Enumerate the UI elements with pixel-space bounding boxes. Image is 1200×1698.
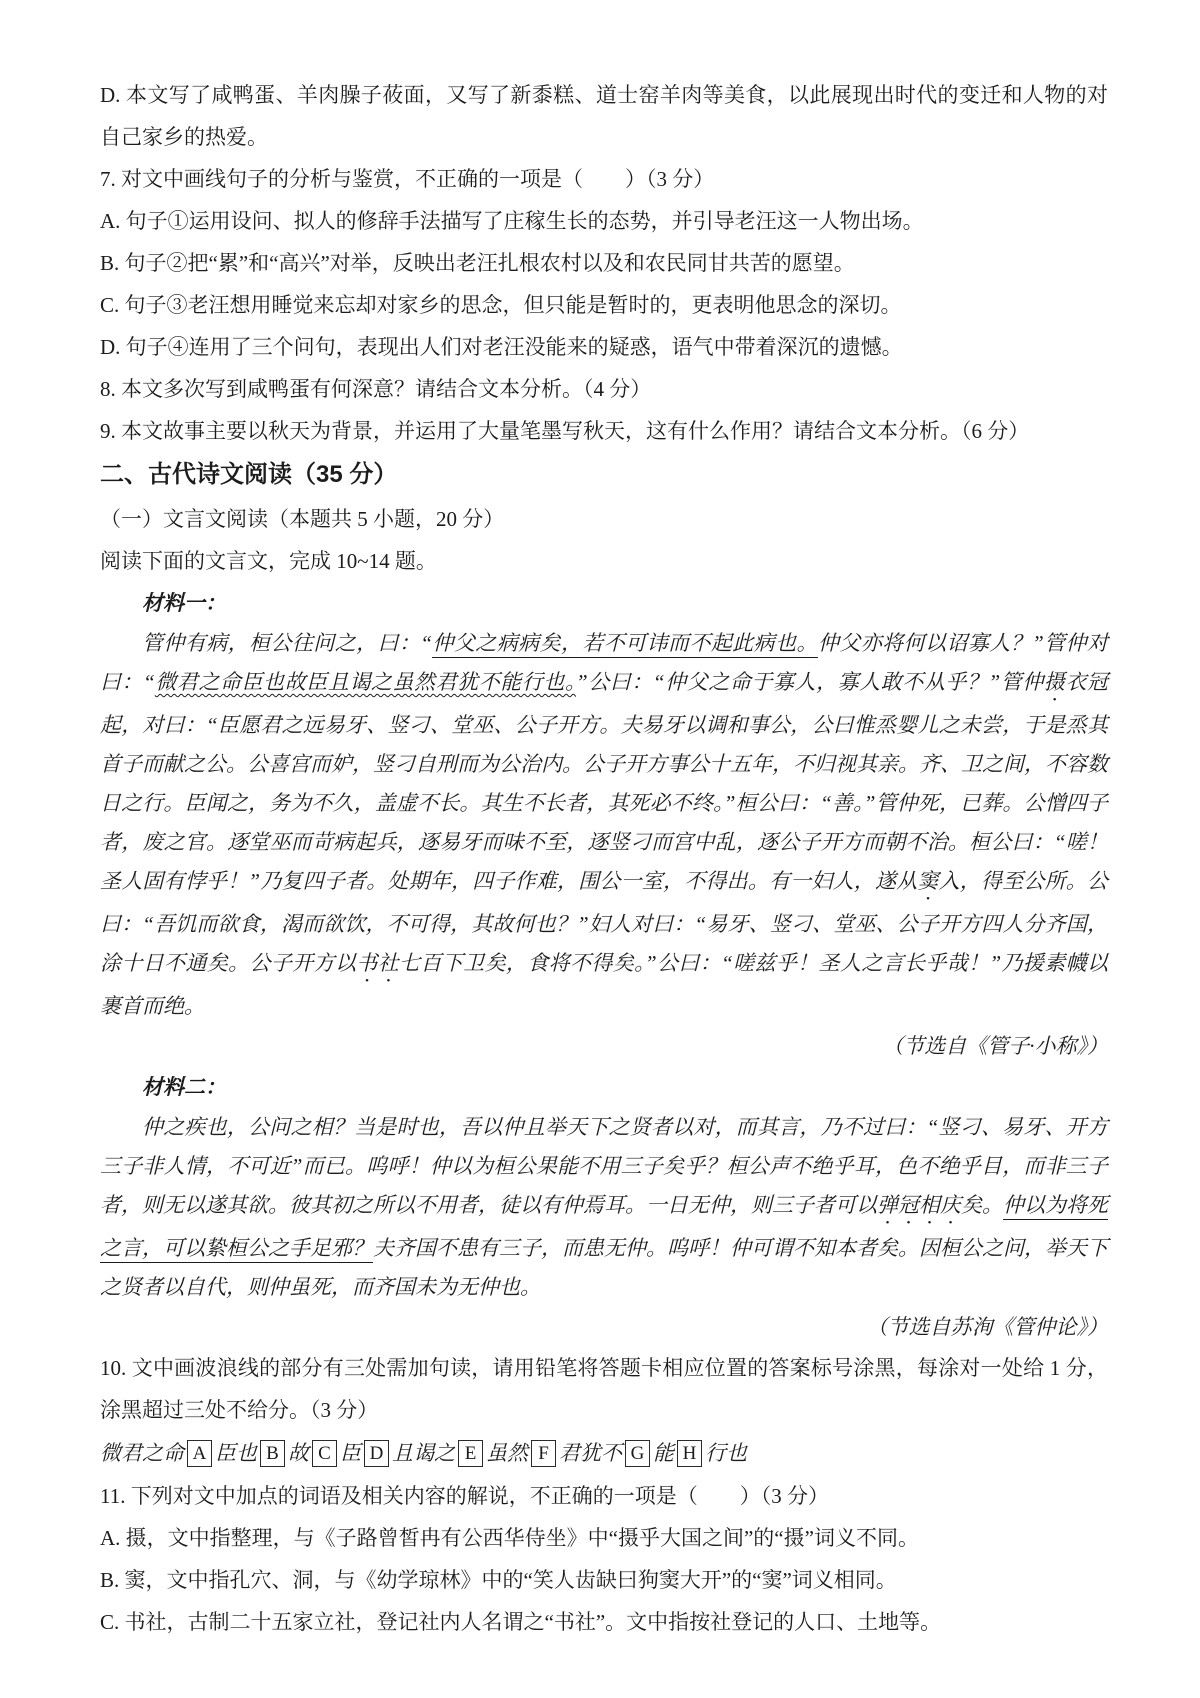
- material2-label: 材料二：: [142, 1075, 226, 1099]
- m1-wavy-underlined-sentence: 微君之命臣也故臣且谒之虽然君犹不能行也。: [154, 670, 577, 694]
- m1-seg-10: 七百下卫矣，食将不得矣。”公曰：“嗟兹乎！圣人之言长乎哉！”乃援素幭以裹首而绝。: [100, 951, 1109, 1018]
- question7-option-b: B. 句子②把“累”和“高兴”对举，反映出老汪扎根农村以及和农民同甘共苦的愿望。: [100, 251, 855, 275]
- question6-option-d: D. 本文写了咸鸭蛋、羊肉臊子莜面，又写了新黍糕、道士窑羊肉等美食，以此展现出时代的变迁和人物的对自己家乡的热爱。: [100, 83, 1108, 149]
- material1-source: （节选自《管子·小称》）: [882, 1034, 1108, 1058]
- choice-box-f: F: [531, 1440, 556, 1467]
- m1-seg-6: 衣冠起，对曰：“臣愿君之远易牙、竖刁、堂巫、公子开方。夫易牙以调和事公，公曰惟烝婴儿之未尝，于是烝其首子而献之公。公喜宫而妒，竖刁自刑而为公治内。公子开方事公十五年，不归视其亲。齐、卫之间，不容数日之行。臣闻之，务为不久，盖虚不长。其生不长者，其死必不终。”桓公曰：“善。”管仲死，已葬。公憎四子者，废之官。逐堂巫而苛病起兵，逐易牙而味不至，逐竖刁而宫中乱，逐公子开方而朝不治。桓公曰：“嗟！圣人固有悖乎！”乃复四子者。处期年，四子作难，围公一室，不得出。有一妇人，遂从: [100, 670, 1109, 893]
- material1-passage: [100, 624, 1108, 1026]
- m1-underlined-sentence: 仲父之病病矣，若不可讳而不起此病也。: [432, 631, 818, 655]
- question11-option-b: B. 窦，文中指孔穴、洞，与《幼学琼林》中的“笑人齿缺曰狗窦大开”的“窦”词义相同。: [100, 1568, 897, 1592]
- section2-subheading: （一）文言文阅读（本题共 5 小题，20 分）: [100, 507, 505, 531]
- m1-dotted-word-she: 摄: [1043, 670, 1066, 694]
- judou-seg-0: 微君之命: [100, 1441, 184, 1465]
- question10-punctuation-line: [100, 1431, 1108, 1475]
- question7-stem: 7. 对文中画线句子的分析与鉴赏，不正确的一项是（ ）（3 分）: [100, 167, 715, 191]
- judou-seg-3: 臣: [340, 1441, 361, 1465]
- m1-seg-0: 管仲有病，桓公往问之，曰：“: [142, 631, 433, 655]
- question7-option-c: C. 句子③老汪想用睡觉来忘却对家乡的思念，但只能是暂时的，更表明他思念的深切。: [100, 293, 902, 317]
- m2-seg-4: 夫齐国不患有三子，而患无仲。呜呼！仲可谓不知本者矣。因桓公之问，举天下之贤者以自代，则仲虽死，而齐国未为无仲也。: [100, 1236, 1108, 1299]
- choice-box-d: D: [364, 1440, 389, 1467]
- question8-stem: 8. 本文多次写到咸鸭蛋有何深意？请结合文本分析。（4 分）: [100, 377, 652, 401]
- m1-dotted-word-shushe: 书社: [356, 951, 400, 975]
- judou-seg-2: 故: [288, 1441, 309, 1465]
- m2-seg-2: 矣。: [961, 1193, 1003, 1217]
- judou-seg-6: 君犹不: [559, 1441, 622, 1465]
- choice-box-a: A: [187, 1440, 212, 1467]
- judou-seg-4: 且谒之: [392, 1441, 455, 1465]
- choice-box-e: E: [458, 1440, 483, 1467]
- m2-underlined-sentence: 仲以为将死之言，可以絷桓公之手足邪？: [100, 1193, 1108, 1260]
- m1-seg-4: ”公曰：“仲父之命于寡人，寡人敢不从乎？”管仲: [576, 670, 1044, 694]
- choice-box-g: G: [625, 1440, 650, 1467]
- m2-seg-0: 仲之疾也，公问之相？当是时也，吾以仲且举天下之贤者以对，而其言，乃不过曰：“竖刁、易牙、开方三子非人情，不可近”而已。呜呼！仲以为桓公果能不用三子矣乎？桓公声不绝乎耳，色不绝乎目，而非三子者，则无以遂其欲。彼其初之所以不用者，徒以有仲焉耳。一日无仲，则三子者可以: [100, 1115, 1108, 1217]
- material1-label: 材料一：: [142, 591, 226, 615]
- material2-passage: [100, 1108, 1108, 1307]
- m1-seg-2: 仲父亦将何以诏寡人？”管仲对曰：“: [100, 631, 1108, 694]
- judou-seg-8: 行也: [705, 1441, 747, 1465]
- question10-stem: 10. 文中画波浪线的部分有三处需加句读，请用铅笔将答题卡相应位置的答案标号涂黑，每涂对一处给 1 分，涂黑超过三处不给分。（3 分）: [100, 1356, 1108, 1422]
- choice-box-c: C: [312, 1440, 337, 1467]
- question11-option-a: A. 摄，文中指整理，与《子路曾皙冉有公西华侍坐》中“摄乎大国之间”的“摄”词义不同。: [100, 1526, 919, 1550]
- section2-heading: 二、古代诗文阅读（35 分）: [100, 461, 398, 488]
- judou-seg-7: 能: [653, 1441, 674, 1465]
- judou-seg-1: 臣也: [215, 1441, 257, 1465]
- m2-dotted-word-tanguanxiangqing: 弹冠相庆: [877, 1193, 961, 1217]
- question7-option-a: A. 句子①运用设问、拟人的修辞手法描写了庄稼生长的态势，并引导老汪这一人物出场。: [100, 209, 924, 233]
- material2-source: （节选自苏洵《管仲论》）: [866, 1315, 1108, 1339]
- m1-dotted-word-dou: 窦: [917, 869, 939, 893]
- reading-instruction: 阅读下面的文言文，完成 10~14 题。: [100, 549, 437, 573]
- question11-stem: 11. 下列对文中加点的词语及相关内容的解说，不正确的一项是（ ）（3 分）: [100, 1484, 829, 1508]
- judou-seg-5: 虽然: [486, 1441, 528, 1465]
- m1-seg-8: 入，得至公所。公曰：“吾饥而欲食，渴而欲饮，不可得，其故何也？”妇人对曰：“易牙、竖刁、堂巫、公子开方四人分齐国，涂十日不通矣。公子开方以: [100, 869, 1108, 975]
- question11-option-c: C. 书社，古制二十五家立社，登记社内人名谓之“书社”。文中指按社登记的人口、土地等。: [100, 1610, 942, 1634]
- question9-stem: 9. 本文故事主要以秋天为背景，并运用了大量笔墨写秋天，这有什么作用？请结合文本分析。（6 分）: [100, 419, 1030, 443]
- question7-option-d: D. 句子④连用了三个问句，表现出人们对老汪没能来的疑惑，语气中带着深沉的遗憾。: [100, 335, 903, 359]
- choice-box-b: B: [260, 1440, 285, 1467]
- choice-box-h: H: [677, 1440, 702, 1467]
